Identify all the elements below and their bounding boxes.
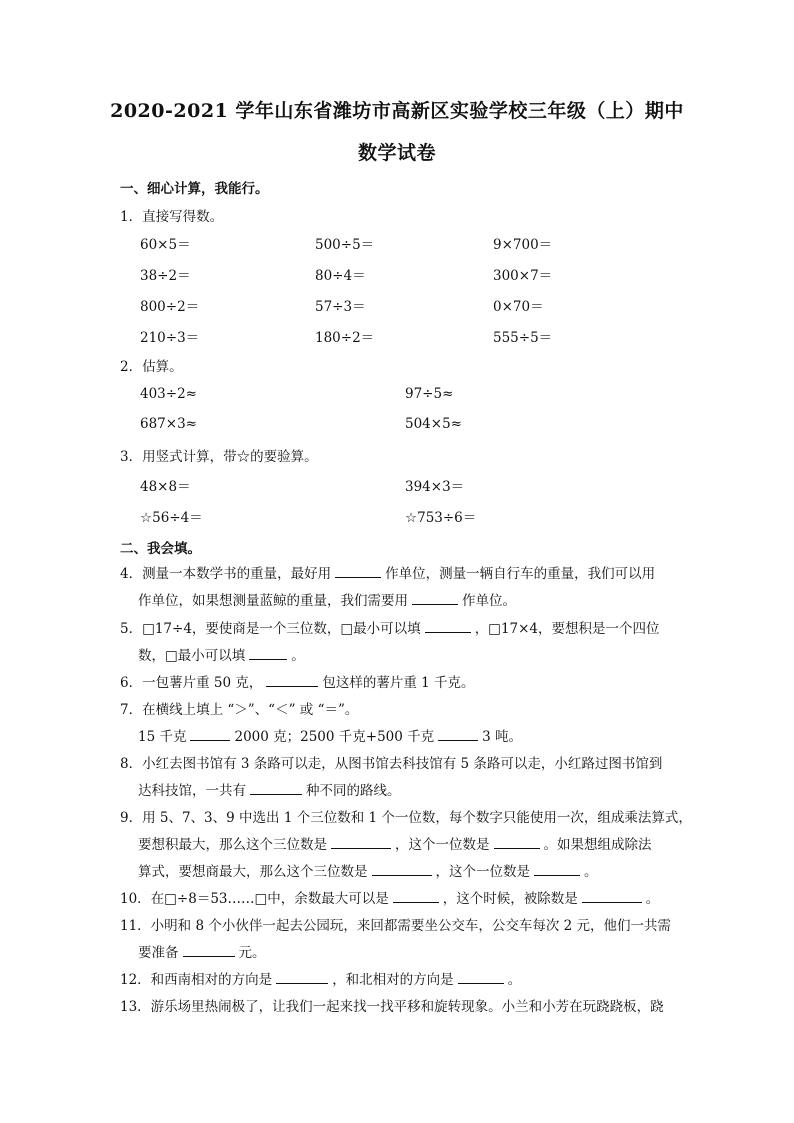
question-text: 10．在□÷8＝53……□中，余数最大可以是 [120, 891, 389, 907]
calc-item: 555÷5＝ [493, 330, 553, 346]
estimate-item: 504×5≈ [405, 416, 462, 432]
answer-blank[interactable] [331, 836, 391, 849]
question-text: 数，□最小可以填 [138, 648, 246, 664]
question-text: 。 [645, 891, 660, 907]
question-12 [120, 968, 521, 988]
question-text: ，这个一位数是 [435, 864, 530, 880]
answer-blank[interactable] [276, 971, 328, 984]
answer-blank[interactable] [393, 890, 439, 903]
calc-item: 60×5＝ [140, 237, 191, 253]
answer-blank[interactable] [438, 728, 478, 741]
question-text: 算式，要想商最大，那么这个三位数是 [138, 864, 368, 880]
question-text: 。 [584, 864, 598, 880]
question-text: 达科技馆，一共有 [138, 783, 246, 799]
vertical-calc-item: ☆753÷6＝ [405, 510, 477, 526]
question-11: 11．小明和 8 个小伙伴一起去公园玩，来回都需要坐公交车，公交车每次 2 元，他们一共需 [120, 918, 672, 934]
page-subtitle: 数学试卷 [357, 142, 436, 164]
answer-blank[interactable] [249, 647, 287, 660]
question-text: 要准备 [138, 945, 179, 961]
calc-item: 57÷3＝ [315, 299, 366, 315]
calc-item: 210÷3＝ [140, 330, 200, 346]
question-4-cont [138, 589, 516, 609]
question-text: 4．测量一本数学书的重量，最好用 [120, 566, 332, 582]
question-text: 6．一包薯片重 50 克， [120, 675, 263, 691]
question-7: 7．在横线上填上 “＞”、“＜” 或 “＝”。 [120, 702, 359, 718]
question-text: 15 千克 [138, 729, 187, 745]
answer-blank[interactable] [412, 592, 458, 605]
question-1-prompt: 1．直接写得数。 [120, 209, 224, 225]
question-text: 。 [291, 648, 305, 664]
page-title: 2020-2021 学年山东省潍坊市高新区实验学校三年级（上）期中 [110, 100, 684, 122]
question-text: 包这样的薯片重 1 千克。 [322, 675, 475, 691]
question-5 [120, 617, 660, 637]
question-9-cont [138, 833, 652, 853]
estimate-item: 403÷2≈ [140, 386, 197, 402]
calc-item: 80÷4＝ [315, 268, 366, 284]
question-8: 8．小红去图书馆有 3 条路可以走，从图书馆去科技馆有 5 条路可以走，小红路过图书馆到 [120, 756, 663, 772]
question-text: ，□17×4，要想积是一个四位 [474, 621, 660, 637]
question-text: ，这个一位数是 [395, 837, 490, 853]
question-text: 2000 克；2500 千克+500 千克 [234, 729, 435, 745]
question-text: 种不同的路线。 [306, 783, 401, 799]
question-11-cont [138, 941, 266, 961]
question-5-cont [138, 644, 305, 664]
question-2-prompt: 2．估算。 [120, 359, 183, 375]
question-text: 3 吨。 [482, 729, 523, 745]
calc-item: 180÷2＝ [315, 330, 375, 346]
question-text: 。如果想组成除法 [543, 837, 652, 853]
answer-blank[interactable] [458, 971, 504, 984]
question-7-cont [138, 725, 522, 745]
answer-blank[interactable] [183, 944, 235, 957]
calc-item: 9×700＝ [493, 237, 553, 253]
answer-blank[interactable] [534, 863, 580, 876]
question-text: ，这个时候，被除数是 [442, 891, 578, 907]
question-text: 。 [507, 972, 522, 988]
question-4 [120, 562, 655, 582]
answer-blank[interactable] [425, 620, 471, 633]
calc-item: 0×70＝ [493, 299, 544, 315]
answer-blank[interactable] [582, 890, 642, 903]
estimate-item: 97÷5≈ [405, 386, 454, 402]
answer-blank[interactable] [335, 565, 381, 578]
vertical-calc-item: 48×8＝ [140, 479, 191, 495]
question-text: 作单位，测量一辆自行车的重量，我们可以用 [385, 566, 656, 582]
question-3-prompt: 3．用竖式计算，带☆的要验算。 [120, 449, 318, 465]
question-text: 要想积最大，那么这个三位数是 [138, 837, 327, 853]
calc-item: 500÷5＝ [315, 237, 375, 253]
calc-item: 300×7＝ [493, 268, 553, 284]
section-1-heading: 一、细心计算，我能行。 [120, 181, 269, 197]
question-6 [120, 671, 475, 691]
question-text: ，和北相对的方向是 [332, 972, 454, 988]
question-text: 元。 [238, 945, 266, 961]
answer-blank[interactable] [372, 863, 432, 876]
question-9: 9．用 5、7、3、9 中选出 1 个三位数和 1 个一位数，每个数字只能使用一次，组成乘法算式， [120, 810, 692, 826]
calc-item: 38÷2＝ [140, 268, 191, 284]
question-text: 5．□17÷4，要使商是一个三位数，□最小可以填 [120, 621, 421, 637]
question-13: 13．游乐场里热闹极了，让我们一起来找一找平移和旋转现象。小兰和小芳在玩跷跷板，跷 [120, 999, 664, 1015]
answer-blank[interactable] [250, 782, 302, 795]
question-text: 作单位，如果想测量蓝鲸的重量，我们需要用 [138, 593, 408, 609]
answer-blank[interactable] [190, 728, 230, 741]
question-text: 12．和西南相对的方向是 [120, 972, 273, 988]
section-2-heading: 二、我会填。 [120, 541, 201, 557]
answer-blank[interactable] [266, 674, 318, 687]
estimate-item: 687×3≈ [140, 416, 197, 432]
vertical-calc-item: ☆56÷4＝ [140, 510, 203, 526]
question-text: 作单位。 [462, 593, 516, 609]
vertical-calc-item: 394×3＝ [405, 479, 465, 495]
question-10 [120, 887, 659, 907]
question-8-cont [138, 779, 401, 799]
question-9-cont2 [138, 860, 598, 880]
calc-item: 800÷2＝ [140, 299, 200, 315]
answer-blank[interactable] [494, 836, 540, 849]
